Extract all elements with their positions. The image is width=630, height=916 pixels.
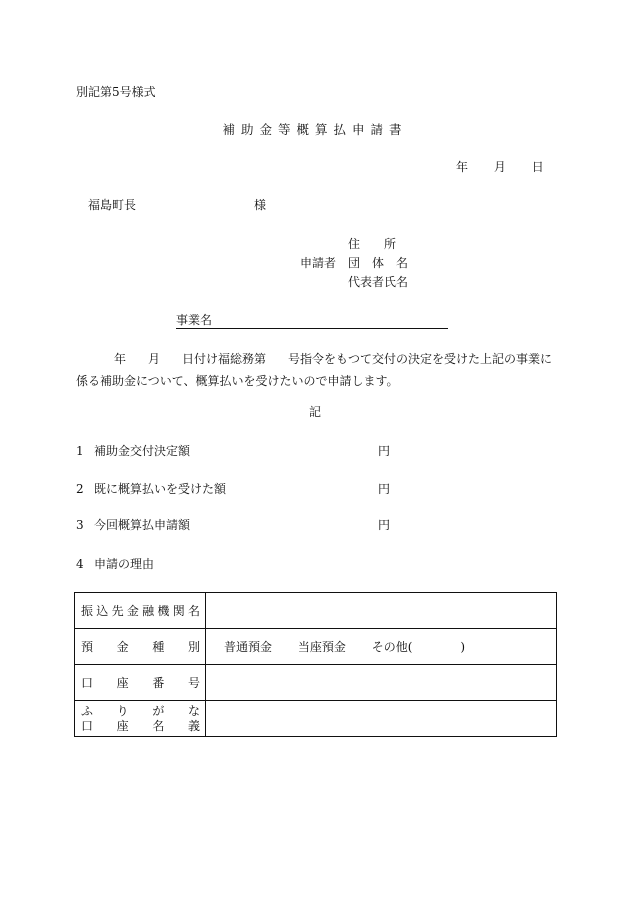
table-row bbox=[75, 701, 557, 737]
applicant-prefix-label: 申請者 bbox=[300, 256, 337, 270]
item-this-request: 3 今回概算払申請額 円 bbox=[76, 518, 391, 532]
date-line bbox=[456, 160, 566, 174]
yen-unit: 円 bbox=[378, 518, 391, 532]
statement-body: 号指令をもつて交付の決定を受けた上記の事業に係る補助金について、概算払いを受けたいので申請します。 bbox=[76, 352, 553, 388]
addressee bbox=[88, 198, 267, 212]
form-number-label: 別記第5号様式 bbox=[76, 85, 156, 99]
account-number-input-cell[interactable] bbox=[206, 665, 557, 701]
applicant-rep-label: 代表者氏名 bbox=[348, 275, 409, 289]
bank-name-label: 振 込 先 金 融 機 関 名 bbox=[81, 604, 200, 618]
table-row bbox=[75, 665, 557, 701]
yen-unit: 円 bbox=[378, 444, 391, 458]
addressee-name: 福島町長 bbox=[88, 198, 137, 212]
deposit-type-ordinary[interactable]: 普通預金 bbox=[224, 640, 273, 654]
furigana-label: ふ り が な bbox=[81, 703, 200, 718]
statement-date-ref: 日付け福総務第 bbox=[182, 352, 267, 366]
item-reason: 4 申請の理由 bbox=[76, 557, 155, 571]
statement-year: 年 bbox=[114, 352, 127, 366]
deposit-type-label: 預 金 種 別 bbox=[81, 640, 200, 654]
account-holder-label bbox=[75, 704, 205, 734]
item-decided-amount: 1 補助金交付決定額 円 bbox=[76, 444, 391, 458]
project-name-label: 事業名 bbox=[176, 313, 213, 327]
deposit-type-current[interactable]: 当座預金 bbox=[297, 640, 346, 654]
applicant-block bbox=[300, 235, 420, 292]
bank-account-table bbox=[74, 592, 557, 737]
account-number-label-cell bbox=[75, 665, 206, 701]
account-holder-name-label: 口 座 名 義 bbox=[81, 718, 200, 733]
statement-month: 月 bbox=[148, 352, 161, 366]
month-label: 月 bbox=[493, 160, 506, 174]
item-already-paid: 2 既に概算払いを受けた額 円 bbox=[76, 482, 391, 496]
deposit-type-cell[interactable] bbox=[206, 629, 557, 665]
year-label: 年 bbox=[456, 160, 469, 174]
bank-name-input-cell[interactable] bbox=[206, 593, 557, 629]
table-row bbox=[75, 629, 557, 665]
account-number-label: 口 座 番 号 bbox=[81, 676, 200, 690]
deposit-type-other[interactable]: その他( ) bbox=[371, 640, 466, 654]
ki-heading: 記 bbox=[308, 405, 321, 419]
document-title: 補助金等概算払申請書 bbox=[222, 122, 408, 137]
application-statement bbox=[76, 348, 556, 392]
yen-unit: 円 bbox=[378, 482, 391, 496]
account-holder-input-cell[interactable] bbox=[206, 701, 557, 737]
bank-name-label-cell bbox=[75, 593, 206, 629]
account-holder-label-cell bbox=[75, 701, 206, 737]
day-label: 日 bbox=[531, 160, 544, 174]
project-name-field[interactable] bbox=[176, 313, 448, 329]
applicant-org-label: 団 体 名 bbox=[348, 256, 409, 270]
addressee-honorific: 様 bbox=[254, 198, 267, 212]
deposit-type-label-cell bbox=[75, 629, 206, 665]
table-row bbox=[75, 593, 557, 629]
applicant-address-label: 住 所 bbox=[348, 237, 397, 251]
